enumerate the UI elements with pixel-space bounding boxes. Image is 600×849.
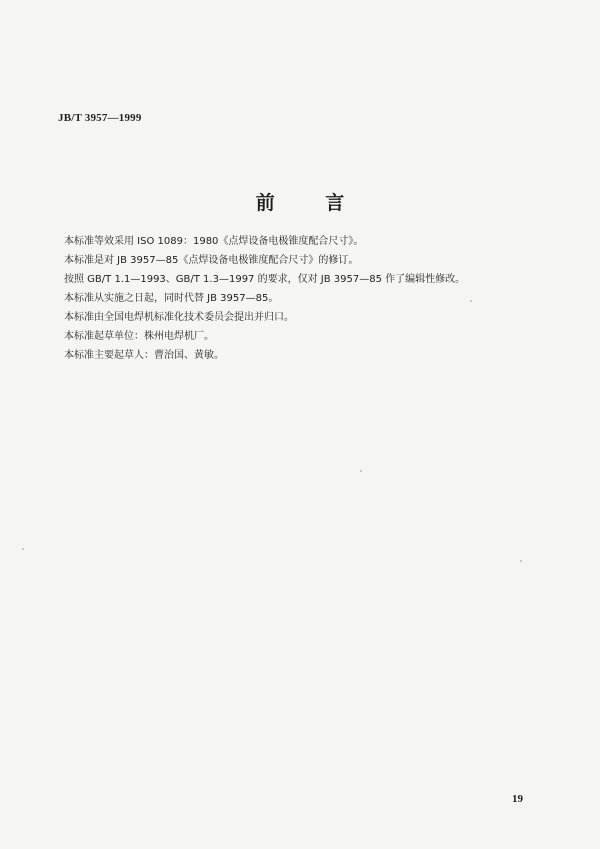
paragraph: 本标准由全国电焊机标准化技术委员会提出并归口。	[64, 312, 294, 323]
foreword-body	[64, 232, 544, 365]
paragraph: 按照 GB/T 1.1—1993、GB/T 1.3—1997 的要求，仅对 JB 3957—85 作了编辑性修改。	[64, 274, 466, 285]
paragraph: 本标准起草单位：株州电焊机厂。	[64, 331, 214, 342]
page-number: 19	[512, 793, 523, 805]
scan-speck	[470, 300, 472, 302]
paragraph: 本标准主要起草人：曹治国、黄敏。	[64, 350, 224, 361]
scan-speck	[22, 548, 24, 550]
paragraph: 本标准等效采用 ISO 1089：1980《点焊设备电极锥度配合尺寸》。	[64, 236, 364, 247]
standard-code: JB/T 3957—1999	[58, 112, 142, 124]
page-title: 前 言	[255, 192, 367, 214]
scan-speck	[520, 560, 522, 562]
scan-speck	[360, 470, 362, 472]
paragraph: 本标准是对 JB 3957—85《点焊设备电极锥度配合尺寸》的修订。	[64, 255, 359, 266]
paragraph: 本标准从实施之日起，同时代替 JB 3957—85。	[64, 293, 279, 304]
